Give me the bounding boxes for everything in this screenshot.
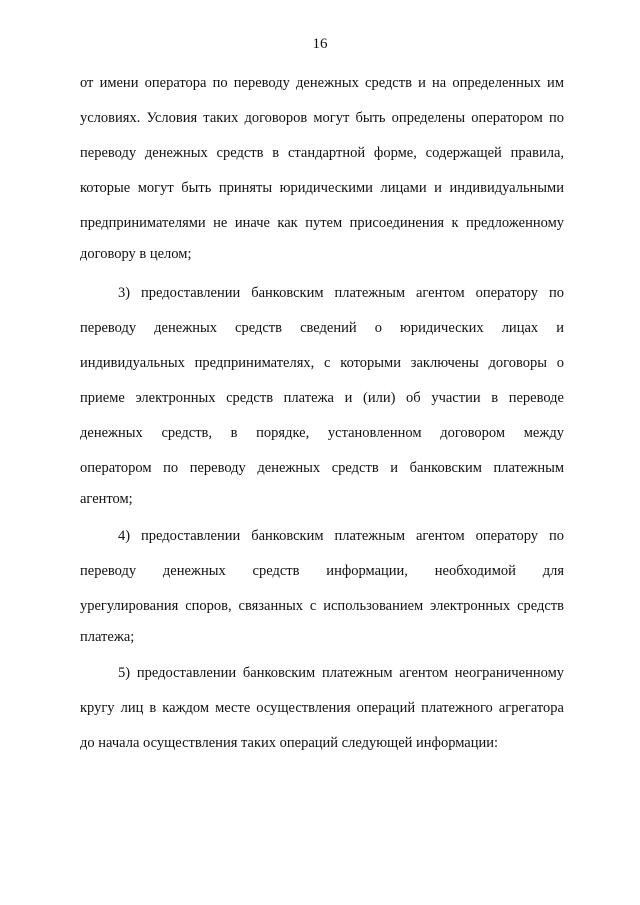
text-line: которые могут быть приняты юридическими лицами и индивидуальными [80, 180, 564, 196]
text-line: денежных средств, в порядке, установленном договором между [80, 425, 564, 441]
text-line: переводу денежных средств информации, необходимой для [80, 563, 564, 579]
text-line: переводу денежных средств сведений о юридических лицах и [80, 320, 564, 336]
text-line: урегулирования споров, связанных с использованием электронных средств [80, 598, 564, 614]
text-line: индивидуальных предпринимателях, с которыми заключены договоры о [80, 355, 564, 371]
text-line: приеме электронных средств платежа и (или) об участии в переводе [80, 390, 564, 406]
text-line: условиях. Условия таких договоров могут быть определены оператором по [80, 110, 564, 126]
page-number: 16 [312, 36, 328, 52]
text-line: договору в целом; [80, 246, 192, 262]
text-line: предпринимателями не иначе как путем присоединения к предложенному [80, 215, 564, 231]
text-line: переводу денежных средств в стандартной форме, содержащей правила, [80, 145, 564, 161]
text-line: до начала осуществления таких операций следующей информации: [80, 735, 499, 751]
text-line: 3) предоставлении банковским платежным агентом оператору по [118, 285, 564, 301]
text-line: 4) предоставлении банковским платежным агентом оператору по [118, 528, 564, 544]
text-line: агентом; [80, 491, 133, 507]
text-line: кругу лиц в каждом месте осуществления операций платежного агрегатора [80, 700, 564, 716]
text-line: 5) предоставлении банковским платежным агентом неограниченному [118, 665, 564, 681]
text-line: платежа; [80, 629, 135, 645]
text-line: от имени оператора по переводу денежных средств и на определенных им [80, 75, 564, 91]
text-line: оператором по переводу денежных средств и банковским платежным [80, 460, 564, 476]
